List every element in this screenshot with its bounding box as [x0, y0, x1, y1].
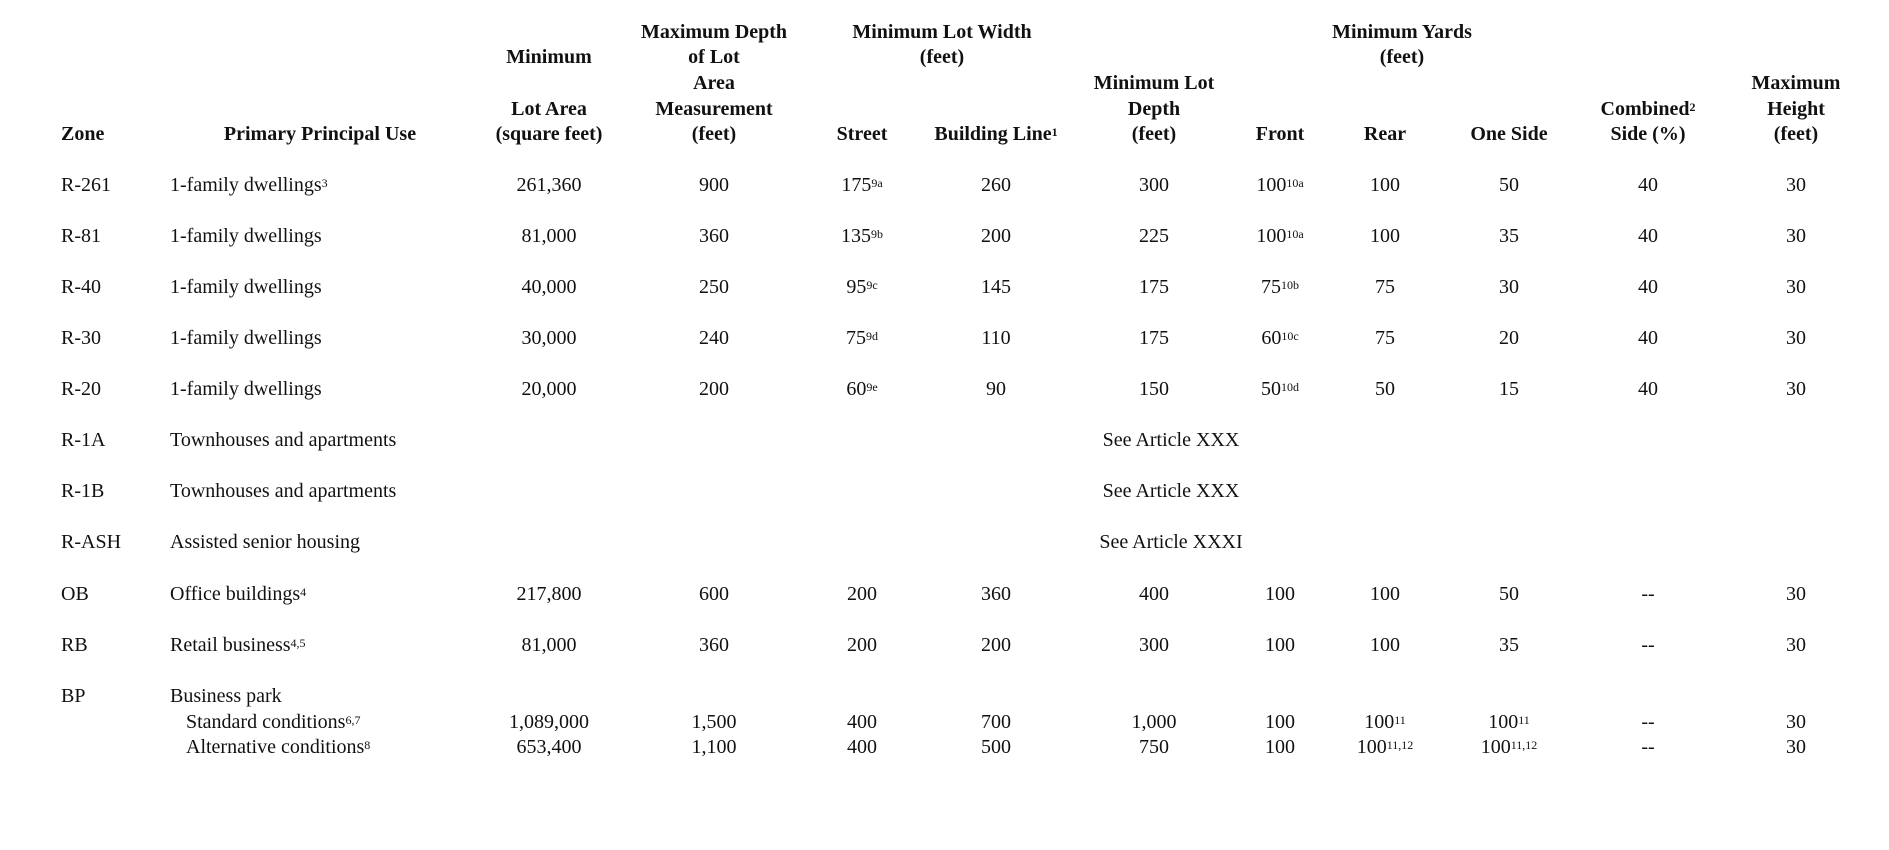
zone-cell: OB	[61, 583, 89, 605]
zone-cell: R-1B	[61, 480, 105, 502]
header-zone: Zone	[61, 123, 105, 145]
footnote-marker: 10d	[1281, 380, 1299, 394]
depth-cell: 600	[699, 583, 729, 605]
header-combined-line1: Combined$^2$	[1600, 98, 1696, 120]
header-lot-depth-line2: Depth	[1127, 98, 1181, 120]
rear-cell: 100	[1370, 634, 1400, 656]
height-cell: 30	[1786, 378, 1806, 400]
header-yards-group-line2: (feet)	[1379, 46, 1425, 68]
building-line-cell: 260	[981, 174, 1011, 196]
lot-depth-cell: 225	[1139, 225, 1169, 247]
lot-area-cell: 81,000	[521, 634, 577, 656]
rear-cell: 100	[1370, 174, 1400, 196]
header-one-side: One Side	[1470, 123, 1548, 145]
lot-area-cell: 217,800	[516, 583, 582, 605]
rear-cell: 50	[1375, 378, 1395, 400]
footnote-marker: 11,12	[1510, 738, 1538, 752]
zone-cell: R-40	[61, 276, 101, 298]
lot-area-cell: 40,000	[521, 276, 577, 298]
combined-cell: --	[1641, 583, 1655, 605]
front-cell: $50^{10d}$	[1261, 378, 1299, 400]
header-front: Front	[1255, 123, 1305, 145]
header-lot-area-line1: Minimum	[506, 46, 592, 68]
lot-area-cell: 30,000	[521, 327, 577, 349]
footnote-marker: 9b	[871, 227, 883, 241]
building-line-cell: 700	[981, 711, 1011, 733]
depth-cell: 360	[699, 634, 729, 656]
footnote-marker: 10c	[1281, 329, 1299, 343]
lot-area-cell: 81,000	[521, 225, 577, 247]
footnote-marker: 4,5	[290, 636, 306, 650]
zone-cell: RB	[61, 634, 88, 656]
footnote-marker: 9c	[866, 278, 878, 292]
lot-depth-cell: 300	[1139, 634, 1169, 656]
header-depth-line5: (feet)	[691, 123, 737, 145]
header-lot-area-line3: (square feet)	[495, 123, 603, 145]
use-cell: Townhouses and apartments	[170, 429, 397, 451]
header-lot-depth-line1: Minimum Lot	[1093, 72, 1215, 94]
combined-cell: 40	[1638, 276, 1658, 298]
one-side-cell: 50	[1499, 174, 1519, 196]
combined-cell: 40	[1638, 327, 1658, 349]
building-line-cell: 200	[981, 225, 1011, 247]
front-cell: 100	[1265, 711, 1295, 733]
zone-cell: R-81	[61, 225, 101, 247]
footnote-marker: 10b	[1281, 278, 1299, 292]
depth-cell: 200	[699, 378, 729, 400]
footnote-marker: 11	[1394, 713, 1406, 727]
lot-depth-cell: 750	[1139, 736, 1169, 758]
use-cell: 1-family dwellings	[170, 276, 322, 298]
lot-depth-cell: 150	[1139, 378, 1169, 400]
header-lot-width-group-line1: Minimum Lot Width	[852, 21, 1032, 43]
street-cell: $75^{9d}$	[846, 327, 878, 349]
lot-area-cell: 20,000	[521, 378, 577, 400]
footnote-marker: 11,12	[1386, 738, 1414, 752]
zone-cell: BP	[61, 685, 86, 707]
header-street: Street	[836, 123, 888, 145]
lot-area-cell: 261,360	[516, 174, 582, 196]
front-cell: 100	[1265, 736, 1295, 758]
header-depth-line3: Area	[693, 72, 735, 94]
use-cell: Assisted senior housing	[170, 531, 360, 553]
one-side-cell: 35	[1499, 225, 1519, 247]
footnote-marker: 2	[1689, 100, 1696, 114]
header-combined-line2: Side (%)	[1610, 123, 1686, 145]
header-lot-area-line2: Lot Area	[511, 98, 587, 120]
one-side-cell: 50	[1499, 583, 1519, 605]
street-cell: $60^{9e}$	[846, 378, 878, 400]
combined-cell: 40	[1638, 225, 1658, 247]
building-line-cell: 360	[981, 583, 1011, 605]
zone-cell: R-261	[61, 174, 111, 196]
footnote-marker: 9e	[866, 380, 878, 394]
one-side-cell: 35	[1499, 634, 1519, 656]
building-line-cell: 500	[981, 736, 1011, 758]
height-cell: 30	[1786, 634, 1806, 656]
header-height-line2: Height	[1767, 98, 1825, 120]
footnote-marker: 4	[300, 585, 307, 599]
one-side-cell: 20	[1499, 327, 1519, 349]
lot-depth-cell: 1,000	[1131, 711, 1177, 733]
combined-cell: 40	[1638, 378, 1658, 400]
one-side-cell: 15	[1499, 378, 1519, 400]
street-cell: $135^{9b}$	[841, 225, 883, 247]
see-article-reference: See Article XXXI	[1099, 531, 1243, 553]
zone-cell: R-1A	[61, 429, 106, 451]
depth-cell: 900	[699, 174, 729, 196]
rear-cell: 75	[1375, 327, 1395, 349]
depth-cell: 250	[699, 276, 729, 298]
lot-area-cell: 653,400	[516, 736, 582, 758]
combined-cell: 40	[1638, 174, 1658, 196]
footnote-marker: 10a	[1286, 227, 1304, 241]
zone-cell: R-30	[61, 327, 101, 349]
header-depth-line2: of Lot	[688, 46, 740, 68]
one-side-cell: $100^{11}$	[1488, 711, 1530, 733]
header-primary-use: Primary Principal Use	[223, 123, 417, 145]
one-side-cell: 100$^{11,12}$	[1480, 736, 1538, 758]
use-cell: Business park	[170, 685, 282, 707]
use-cell: 1-family dwellings$^3$	[170, 174, 328, 196]
header-depth-line1: Maximum Depth	[640, 21, 788, 43]
front-cell: $100^{10a}$	[1256, 225, 1304, 247]
rear-cell: 100	[1370, 225, 1400, 247]
depth-cell: 240	[699, 327, 729, 349]
lot-area-cell: 1,089,000	[509, 711, 589, 733]
use-cell: Standard conditions$^{6,7}$	[186, 711, 361, 733]
street-cell: 200	[847, 634, 877, 656]
street-cell: 400	[847, 736, 877, 758]
front-cell: $60^{10c}$	[1261, 327, 1299, 349]
header-lot-width-group-line2: (feet)	[919, 46, 965, 68]
street-cell: $95^{9c}$	[846, 276, 878, 298]
footnote-marker: 10a	[1286, 176, 1304, 190]
combined-cell: --	[1641, 711, 1655, 733]
rear-cell: 100	[1370, 583, 1400, 605]
front-cell: $75^{10b}$	[1261, 276, 1299, 298]
street-cell: $175^{9a}$	[841, 174, 883, 196]
zone-cell: R-20	[61, 378, 101, 400]
one-side-cell: 30	[1499, 276, 1519, 298]
height-cell: 30	[1786, 583, 1806, 605]
height-cell: 30	[1786, 225, 1806, 247]
combined-cell: --	[1641, 736, 1655, 758]
footnote-marker: 8	[364, 738, 371, 752]
street-cell: 200	[847, 583, 877, 605]
building-line-cell: 145	[981, 276, 1011, 298]
header-building-line: Building Line$^1$	[934, 123, 1058, 145]
footnote-marker: 11	[1518, 713, 1530, 727]
building-line-cell: 90	[986, 378, 1006, 400]
see-article-reference: See Article XXX	[1102, 429, 1240, 451]
front-cell: 100	[1265, 583, 1295, 605]
use-cell: Alternative conditions$^8$	[186, 736, 371, 758]
building-line-cell: 110	[981, 327, 1011, 349]
header-yards-group-line1: Minimum Yards	[1332, 21, 1472, 43]
use-cell: Retail business$^{4,5}$	[170, 634, 306, 656]
lot-depth-cell: 175	[1139, 327, 1169, 349]
height-cell: 30	[1786, 736, 1806, 758]
footnote-marker: 9d	[866, 329, 878, 343]
use-cell: 1-family dwellings	[170, 225, 322, 247]
header-lot-depth-line3: (feet)	[1131, 123, 1177, 145]
see-article-reference: See Article XXX	[1102, 480, 1240, 502]
depth-cell: 360	[699, 225, 729, 247]
street-cell: 400	[847, 711, 877, 733]
header-rear: Rear	[1363, 123, 1407, 145]
height-cell: 30	[1786, 711, 1806, 733]
header-height-line1: Maximum	[1751, 72, 1841, 94]
use-cell: Office buildings$^4$	[170, 583, 307, 605]
combined-cell: --	[1641, 634, 1655, 656]
header-height-line3: (feet)	[1773, 123, 1819, 145]
lot-depth-cell: 175	[1139, 276, 1169, 298]
use-cell: 1-family dwellings	[170, 327, 322, 349]
front-cell: $100^{10a}$	[1256, 174, 1304, 196]
footnote-marker: 6,7	[345, 713, 361, 727]
footnote-marker: 1	[1051, 125, 1058, 139]
rear-cell: 100$^{11,12}$	[1356, 736, 1414, 758]
use-cell: Townhouses and apartments	[170, 480, 397, 502]
height-cell: 30	[1786, 276, 1806, 298]
footnote-marker: 9a	[871, 176, 883, 190]
use-cell: 1-family dwellings	[170, 378, 322, 400]
rear-cell: $100^{11}$	[1364, 711, 1406, 733]
lot-depth-cell: 300	[1139, 174, 1169, 196]
header-depth-line4: Measurement	[655, 98, 773, 120]
lot-depth-cell: 400	[1139, 583, 1169, 605]
footnote-marker: 3	[321, 176, 328, 190]
height-cell: 30	[1786, 174, 1806, 196]
front-cell: 100	[1265, 634, 1295, 656]
building-line-cell: 200	[981, 634, 1011, 656]
zone-cell: R-ASH	[61, 531, 122, 553]
depth-cell: 1,100	[691, 736, 737, 758]
depth-cell: 1,500	[691, 711, 737, 733]
height-cell: 30	[1786, 327, 1806, 349]
rear-cell: 75	[1375, 276, 1395, 298]
